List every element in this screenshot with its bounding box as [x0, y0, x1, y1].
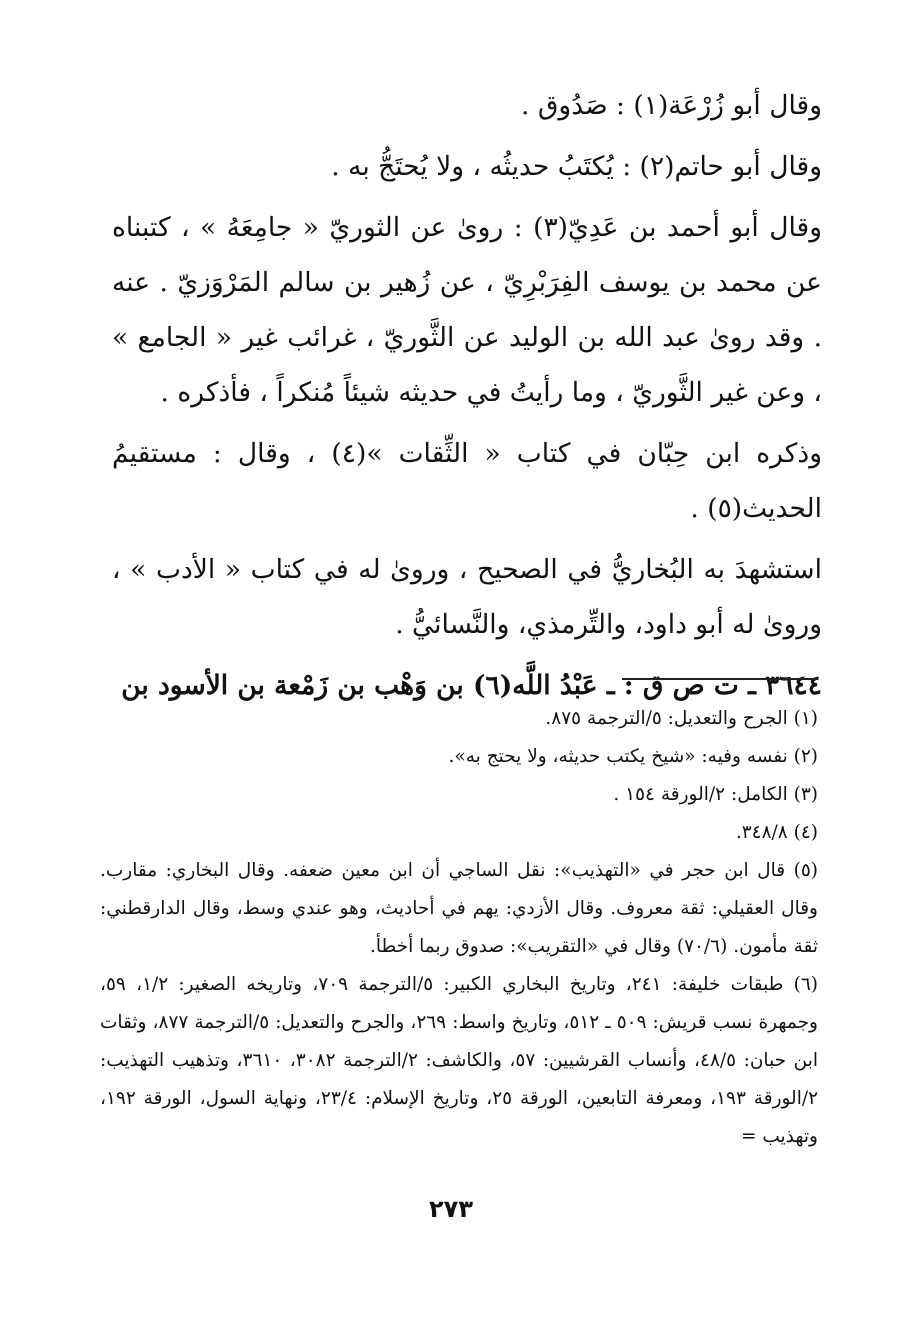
paragraph-abu-hatim: وقال أبو حاتم(٢) : يُكتَبُ حديثُه ، ولا يُحتَجُّ به . — [331, 151, 822, 182]
footnote-6: (٦) طبقات خليفة: ٢٤١، وتاريخ البخاري الكبير: ٥/الترجمة ٧٠٩، وتاريخه الصغير: ١/٢، ٥٩، وجمهرة نسب قريش: ٥٠٩ ـ ٥١٢، وتاريخ واسط: ٢٦٩، والجرح والتعديل: ٥/الترجمة ٨٧٧، وثقات ابن حبان: ٤٨/٥، وأنساب القرشيين: ٥٧، والكاشف: ٢/الترجمة ٣٠٨٢، ٣٦١٠، وتذهيب التهذيب: ٢/الورقة ١٩٣، ومعرفة التابعين، الورقة ٢٥، وتاريخ الإسلام: ٢٣/٤، ونهاية السول، الورقة ١٩٢، وتهذيب = — [100, 974, 819, 1147]
footnote-separator — [622, 678, 818, 680]
page-number: ٢٧٣ — [429, 1195, 473, 1223]
entry-heading: ٣٦٤٤ ـ ت ص ق : ـ عَبْدُ اللَّه(٦) بن وَهْب بن زَمْعة بن الأسود بن — [121, 670, 822, 701]
paragraph-abu-zura: وقال أبو زُرْعَة(١) : صَدُوق . — [521, 90, 822, 121]
footnote-2: (٢) نفسه وفيه: «شيخ يكتب حديثه، ولا يحتج به». — [448, 746, 818, 767]
footnote-5: (٥) قال ابن حجر في «التهذيب»: نقل الساجي أن ابن معين ضعفه. وقال البخاري: مقارب. وقال العقيلي: ثقة معروف. وقال الأزدي: يهم في أحاديث، وهو عندي وسط، وقال الدارقطني: ثقة مأمون. (٧٠/٦) وقال في «التقريب»: صدوق ربما أخطأ. — [100, 860, 818, 957]
paragraph-bukhari: استشهدَ به البُخاريُّ في الصحيح ، وروىٰ له في كتاب « الأدب » ، وروىٰ له أبو داود، والتِّرمذي، والنَّسائيُّ . — [112, 554, 822, 640]
paragraph-ibn-adi: وقال أبو أحمد بن عَدِيّ(٣) : روىٰ عن الثوريّ « جامِعَهُ » ، كتبناه عن محمد بن يوسف الفِرَبْرِيّ ، عن زُهير بن سالم المَرْوَزيّ . عنه . وقد روىٰ عبد الله بن الوليد عن الثَّوريّ ، غرائب غير « الجامع » ، وعن غير الثَّوريّ ، وما رأيتُ في حديثه شيئاً مُنكراً ، فأذكره . — [112, 212, 822, 408]
main-text — [112, 78, 822, 719]
footnote-1: (١) الجرح والتعديل: ٥/الترجمة ٨٧٥. — [545, 708, 818, 729]
footnote-3: (٣) الكامل: ٢/الورقة ١٥٤ . — [613, 784, 818, 805]
paragraph-ibn-hibban: وذكره ابن حِبّان في كتاب « الثِّقات »(٤) ، وقال : مستقيمُ الحديث(٥) . — [112, 438, 822, 524]
footnotes — [100, 700, 818, 1156]
footnote-4: (٤) ٣٤٨/٨. — [735, 822, 818, 843]
